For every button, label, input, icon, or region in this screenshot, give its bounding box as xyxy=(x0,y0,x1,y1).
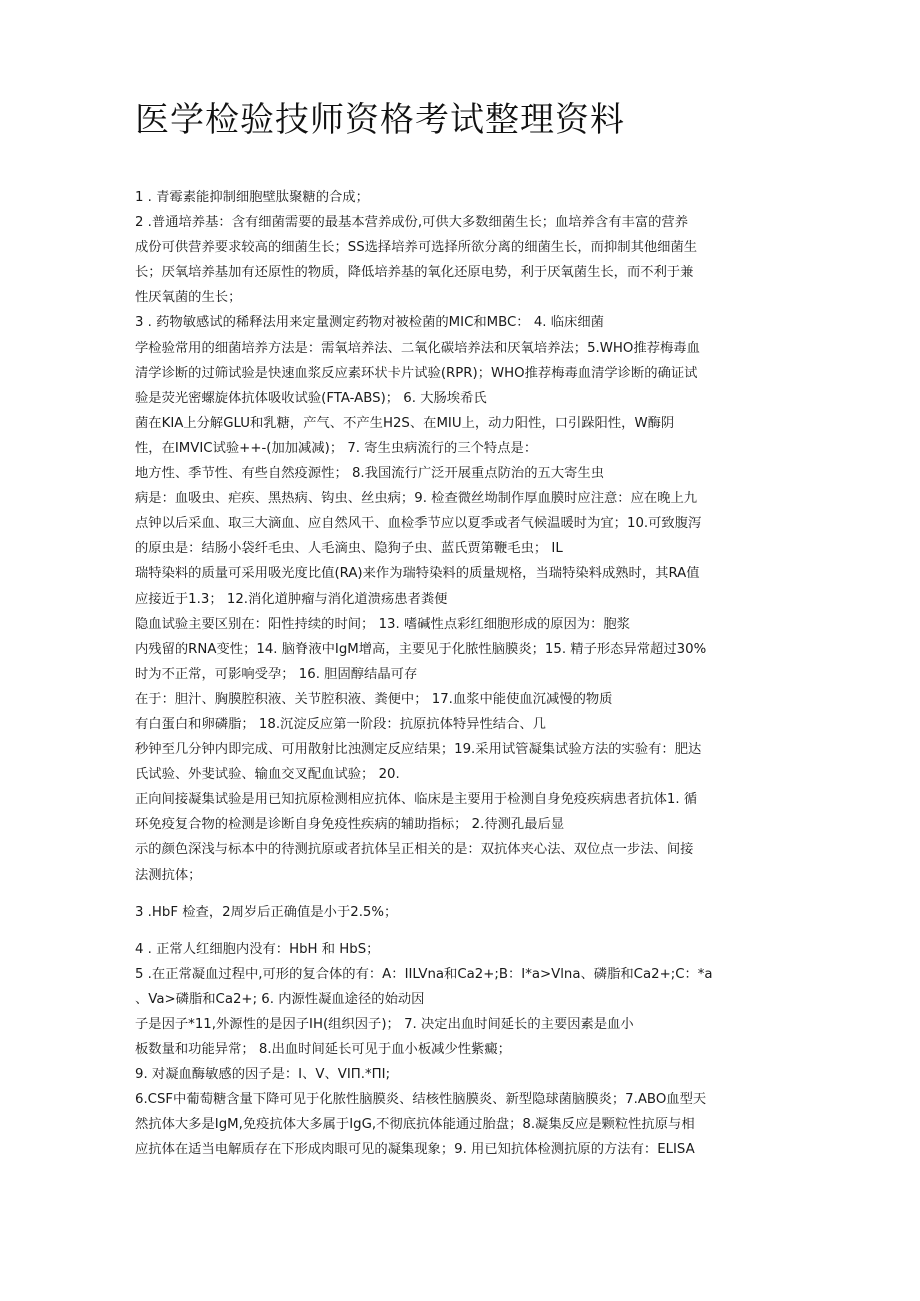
text-line: 环免疫复合物的检测是诊断自身免疫性疾病的辅助指标； 2.待测孔最后显 xyxy=(135,817,565,833)
text-line: 应接近于1.3； 12.消化道肿瘤与消化道溃疡患者粪便 xyxy=(135,591,448,607)
text-line: 然抗体大多是IgM,免疫抗体大多属于IgG,不彻底抗体能通过胎盘；8.凝集反应是颗粒性抗原与相 xyxy=(135,1117,695,1133)
text-line: 病是：血吸虫、疟疾、黑热病、钩虫、丝虫病；9. 检查微丝坳制作厚血膜时应注意：应在晚上九 xyxy=(135,491,698,507)
text-line: 子是因子*11,外源性的是因子IH(组织因子)； 7. 决定出血时间延长的主要因素是血小 xyxy=(135,1017,634,1032)
text-line: 4 . 正常人红细胞内没有：HbH 和 HbS； xyxy=(135,941,380,957)
text-line: 有白蛋白和卵磷脂； 18.沉淀反应第一阶段：抗原抗体特异性结合、几 xyxy=(135,716,546,732)
page-title: 医学检验技师资格考试整理资料 xyxy=(135,100,625,140)
paragraph-gap xyxy=(135,925,795,937)
text-line: 板数量和功能异常； 8.出血时间延长可见于血小板减少性紫癜； xyxy=(135,1042,511,1058)
text-line: 9. 对凝血酶敏感的因子是：I、V、VIΠ.*ΠI; xyxy=(135,1067,391,1083)
text-line: 地方性、季节性、有些自然疫源性； 8.我国流行广泛开展重点防治的五大寄生虫 xyxy=(135,466,605,482)
text-line: 隐血试验主要区别在：阳性持续的时间； 13. 嗜碱性点彩红细胞形成的原因为：胞浆 xyxy=(135,616,630,632)
text-line: 在于：胆汁、胸膜腔积液、关节腔积液、粪便中； 17.血浆中能使血沉减慢的物质 xyxy=(135,691,613,707)
text-line: 、Va>磷脂和Ca2+; 6. 内源性凝血途径的始动因 xyxy=(135,991,425,1007)
text-line: 成份可供营养要求较高的细菌生长；SS选择培养可选择所欲分离的细菌生长，而抑制其他细菌生 xyxy=(135,240,698,256)
text-line: 法测抗体； xyxy=(135,867,202,883)
text-line: 的原虫是：结肠小袋纤毛虫、人毛滴虫、隐狗子虫、蓝氏贾第鞭毛虫； IL xyxy=(135,541,563,557)
text-line: 菌在KIA上分解GLU和乳糖，产气、不产生H2S、在MIU上，动力阳性，口引跺阳性，W酶阴 xyxy=(135,415,675,431)
text-line: 性厌氧菌的生长； xyxy=(135,290,242,306)
text-line: 正向间接凝集试验是用已知抗原检测相应抗体、临床是主要用于检测自身免疫疾病患者抗体1. 循 xyxy=(135,792,698,808)
text-line: 3 .HbF 检查，2周岁后正确值是小于2.5%； xyxy=(135,904,398,920)
text-line: 内残留的RNA变性；14. 脑脊液中IgM增高，主要见于化脓性脑膜炎；15. 精子形态异常超过30% xyxy=(135,641,707,657)
text-line: 时为不正常，可影响受孕； 16. 胆固醇结晶可存 xyxy=(135,666,418,682)
text-line: 秒钟至几分钟内即完成、可用散射比浊测定反应结果；19.采用试管凝集试验方法的实验有：肥达 xyxy=(135,742,702,758)
text-line: 1 . 青霉素能抑制细胞壁肽聚糖的合成； xyxy=(135,190,369,205)
text-line: 性，在IMVIC试验++-(加加减减)； 7. 寄生虫病流行的三个特点是： xyxy=(135,440,538,456)
text-line: 长；厌氧培养基加有还原性的物质，降低培养基的氧化还原电势，利于厌氧菌生长，而不利于兼 xyxy=(135,265,694,281)
text-line: 瑞特染料的质量可采用吸光度比值(RA)来作为瑞特染料的质量规格，当瑞特染料成熟时，其RA值 xyxy=(135,566,700,582)
text-line: 点钟以后采血、取三大滴血、应自然风干、血检季节应以夏季或者气候温暖时为宜；10.可致腹泻 xyxy=(135,516,702,532)
text-line: 验是荧光密螺旋体抗体吸收试验(FTA-ABS)； 6. 大肠埃希氏 xyxy=(135,390,487,406)
document-body xyxy=(135,185,795,1163)
text-line: 3 . 药物敏感试的稀释法用来定量测定药物对被检菌的MIC和MBC： 4. 临床细菌 xyxy=(135,315,604,331)
text-line: 5 .在正常凝血过程中,可形的复合体的有：A：IILVna和Ca2+;B：I*a>Vlna、磷脂和Ca2+;C：*a xyxy=(135,966,713,982)
text-line: 2 .普通培养基：含有细菌需要的最基本营养成份,可供大多数细菌生长；血培养含有丰富的营养 xyxy=(135,215,689,231)
text-line: 示的颜色深浅与标本中的待测抗原或者抗体呈正相关的是：双抗体夹心法、双位点一步法、间接 xyxy=(135,842,694,858)
text-line: 清学诊断的过筛试验是快速血浆反应素环状卡片试验(RPR)；WHO推荐梅毒血清学诊断的确证试 xyxy=(135,365,698,381)
text-line: 应抗体在适当电解质存在下形成肉眼可见的凝集现象；9. 用已知抗体检测抗原的方法有：ELISA xyxy=(135,1142,695,1158)
paragraph-gap xyxy=(135,888,795,900)
text-line: 氏试验、外斐试验、输血交叉配血试验； 20. xyxy=(135,767,400,783)
text-line: 学检验常用的细菌培养方法是：需氧培养法、二氧化碳培养法和厌氧培养法；5.WHO推荐梅毒血 xyxy=(135,340,700,356)
text-line: 6.CSF中葡萄糖含量下降可见于化脓性脑膜炎、结核性脑膜炎、新型隐球菌脑膜炎；7.ABO血型天 xyxy=(135,1092,707,1108)
